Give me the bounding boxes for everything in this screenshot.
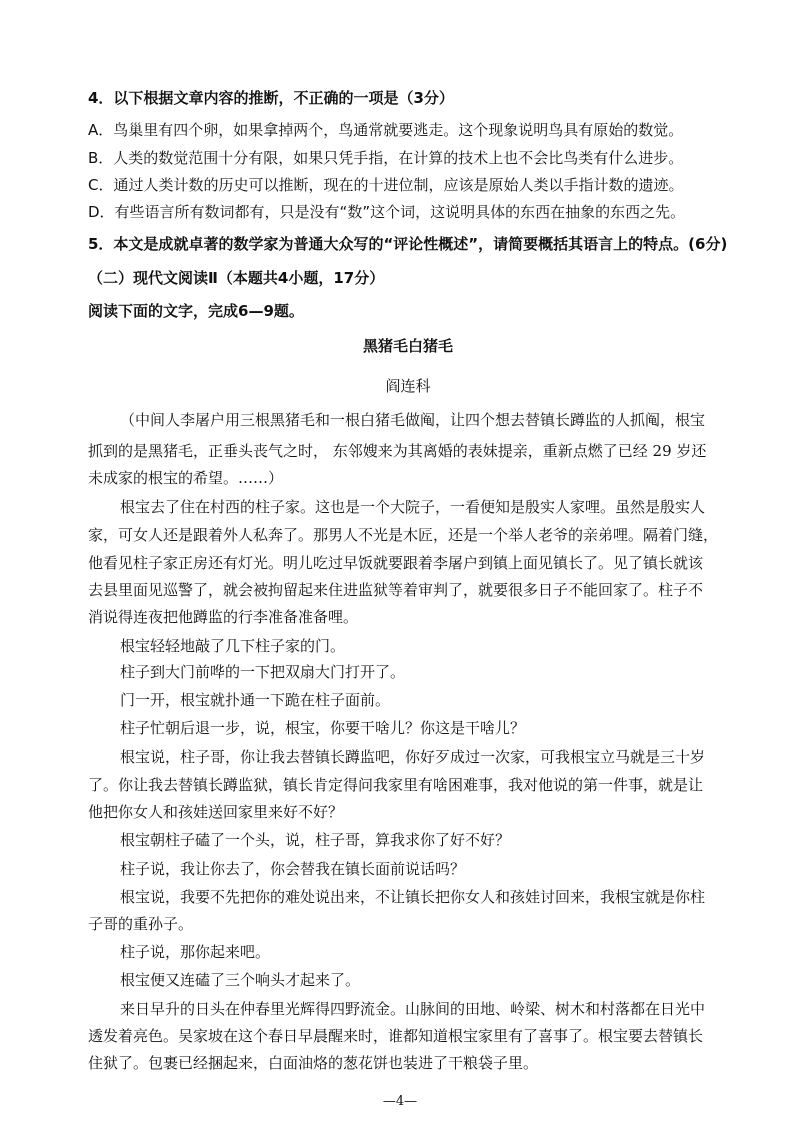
reading-instruction: 阅读下面的文字，完成6—9题。 [88, 302, 304, 320]
article-line: 他看见柱子家正房还有灯光。明儿吃过早饭就要跟着李屠户到镇上面见镇长了。见了镇长就该 [88, 554, 704, 572]
article-line: 消说得连夜把他蹲监的行李准备准备哩。 [88, 608, 359, 626]
article-line: 未成家的根宝的希望。……） [88, 469, 284, 487]
article-author: 阎连科 [385, 377, 431, 395]
article-line: 来日早升的日头在仲春里光辉得四野流金。山脉间的田地、岭梁、树木和村落都在日光中 [120, 1000, 706, 1018]
article-line: 去县里面见巡警了，就会被拘留起来住进监狱等着审判了，就要很多日子不能回家了。柱子不 [88, 581, 704, 599]
article-line: 根宝说，我要不先把你的难处说出来，不让镇长把你女人和孩娃讨回来，我根宝就是你柱 [120, 888, 706, 906]
article-line: 柱子说，那你起来吧。 [120, 943, 271, 961]
article-line: 了。你让我去替镇长蹲监狱，镇长肯定得问我家里有啥困难事，我对他说的第一件事，就是让 [88, 776, 704, 794]
article-line: 根宝说，柱子哥，你让我去替镇长蹲监吧，你好歹成过一次家，可我根宝立马就是三十岁 [120, 748, 706, 766]
question-4-option-a: A．鸟巢里有四个卵，如果拿掉两个，鸟通常就要逃走。这个现象说明鸟具有原始的数觉。 [88, 121, 684, 139]
article-line: 柱子说，我让你去了，你会替我在镇长面前说话吗？ [120, 860, 466, 878]
article-title: 黑猪毛白猪毛 [362, 337, 453, 355]
question-4-stem: 4．以下根据文章内容的推断，不正确的一项是（3分） [88, 89, 454, 107]
article-line: 家，可女人还是跟着外人私奔了。那男人不光是木匠，还是一个举人老爷的亲弟哩。隔着门缝， [88, 526, 719, 544]
article-line: 他把你女人和孩娃送回家里来好不好？ [88, 803, 344, 821]
article-line: 抓到的是黑猪毛，正垂头丧气之时， 东邻嫂来为其离婚的表妹提亲，重新点燃了已经 29 岁还 [88, 442, 707, 460]
article-line: （中间人李屠户用三根黑猪毛和一根白猪毛做阄，让四个想去替镇长蹲监的人抓阄，根宝 [120, 411, 706, 429]
page-number: —4— [382, 1094, 418, 1109]
article-line: 透发着亮色。吴家坡在这个春日早晨醒来时，谁都知道根宝家里有了喜事了。根宝要去替镇长 [88, 1027, 704, 1045]
article-line: 子哥的重孙子。 [88, 915, 194, 933]
exam-page [88, 0, 728, 1130]
question-4-option-b: B．人类的数觉范围十分有限，如果只凭手指，在计算的技术上也不会比鸟类有什么进步。 [88, 149, 684, 167]
question-4-option-d: D．有些语言所有数词都有，只是没有“数”这个词，这说明具体的东西在抽象的东西之先。 [88, 203, 686, 221]
article-line: 住狱了。包裹已经捆起来，白面油烙的葱花饼也装进了干粮袋子里。 [88, 1054, 539, 1072]
article-line: 门一开，根宝就扑通一下跪在柱子面前。 [120, 691, 391, 709]
section-heading: （二）现代文阅读Ⅱ（本题共4小题，17分） [88, 269, 385, 287]
article-line: 根宝去了住在村西的柱子家。这也是一个大院子，一看便知是殷实人家哩。虽然是殷实人 [120, 498, 706, 516]
article-line: 根宝朝柱子磕了一个头，说，柱子哥，算我求你了好不好？ [120, 831, 511, 849]
article-line: 根宝便又连磕了三个响头才起来了。 [120, 971, 361, 989]
article-line: 根宝轻轻地敲了几下柱子家的门。 [120, 637, 346, 655]
question-4-option-c: C．通过人类计数的历史可以推断，现在的十进位制，应该是原始人类以手指计数的遗迹。 [88, 176, 684, 194]
question-5-stem: 5．本文是成就卓著的数学家为普通大众写的“评论性概述”，请简要概括其语言上的特点。(6分) [88, 235, 728, 253]
article-line: 柱子到大门前哗的一下把双扇大门打开了。 [120, 663, 406, 681]
article-line: 柱子忙朝后退一步，说，根宝，你要干啥儿？你这是干啥儿？ [120, 719, 526, 737]
